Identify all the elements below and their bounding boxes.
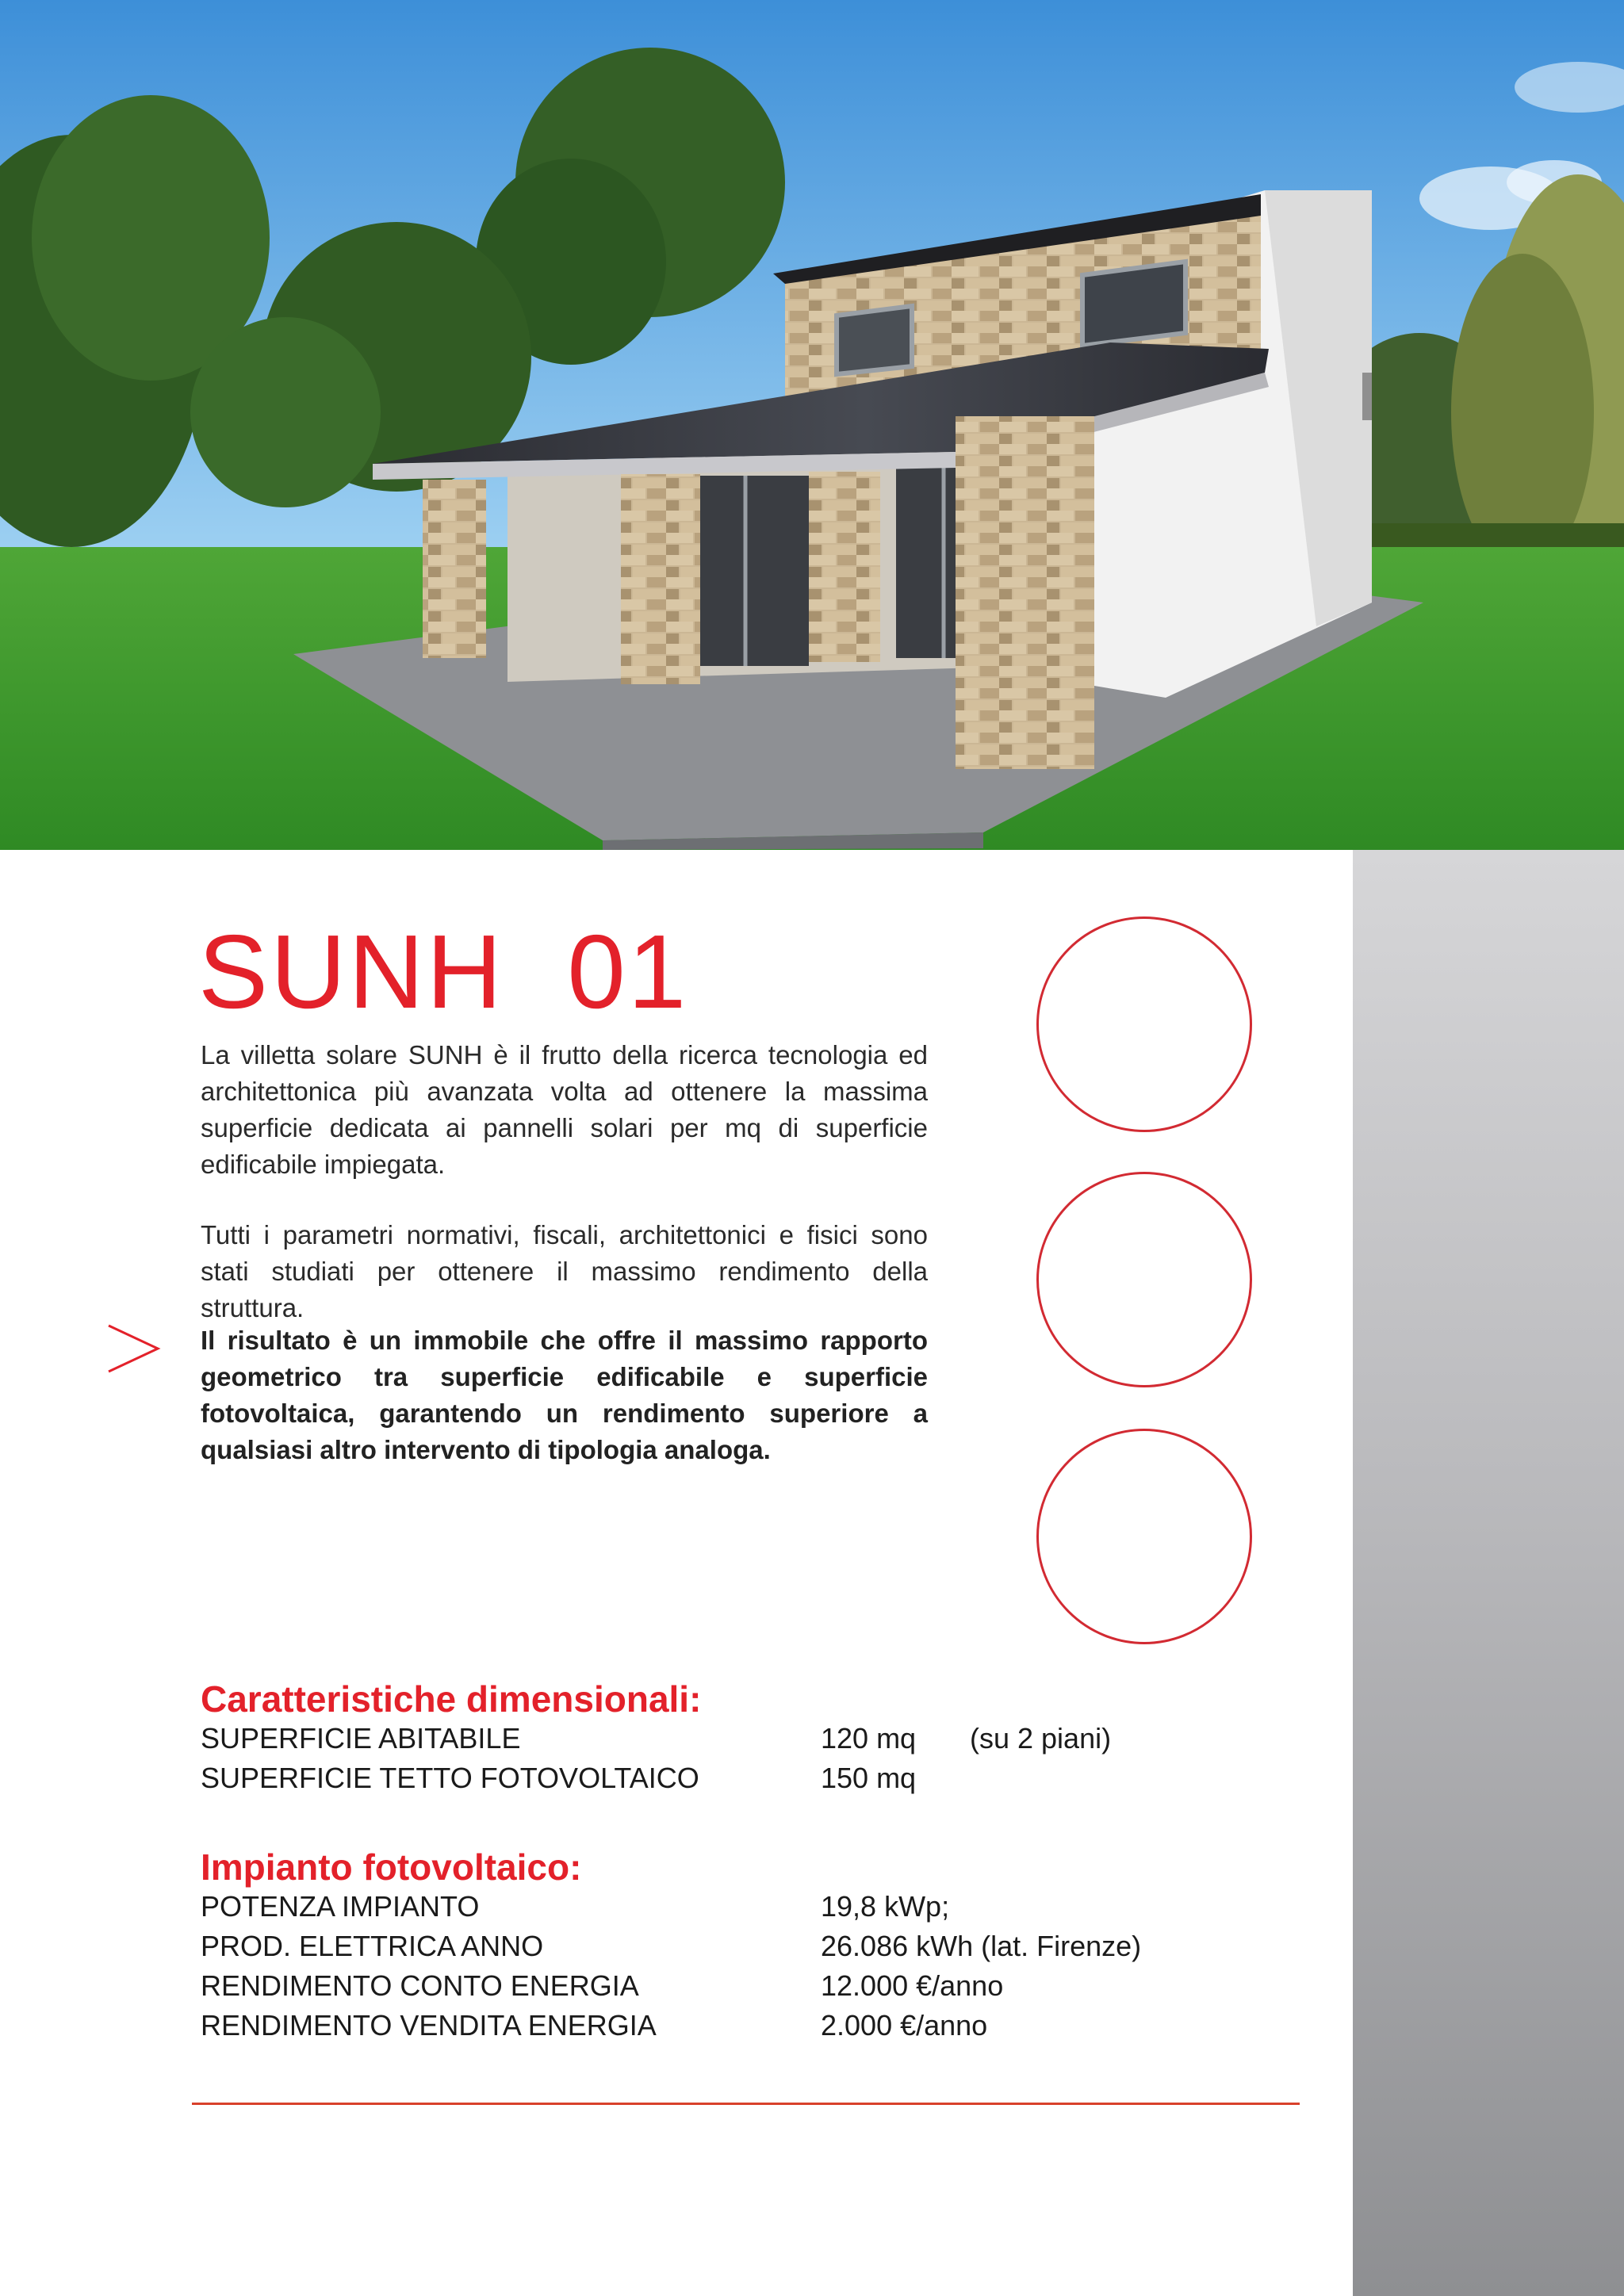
spec-label: SUPERFICIE ABITABILE: [201, 1722, 521, 1755]
circle-outline-icon: [1036, 1172, 1252, 1387]
section-heading-dimensions: Caratteristiche dimensionali:: [201, 1678, 702, 1720]
chevron-right-icon: [105, 1322, 163, 1375]
intro-paragraph-1: La villetta solare SUNH è il frutto della ricerca tecnologia ed architettonica più avanzata volta ad ottenere la massima superficie dedicata ai pannelli solari per mq di superficie edificabile impiegata.: [201, 1040, 928, 1179]
circle-outline-icon: [1036, 916, 1252, 1132]
spec-label: PROD. ELETTRICA ANNO: [201, 1930, 544, 1962]
spec-value: 120 mq: [821, 1722, 917, 1755]
page-title: SUNH 01: [198, 913, 689, 1030]
spec-value: 12.000 €/anno: [821, 1969, 1004, 2002]
spec-value: 19,8 kWp;: [821, 1890, 950, 1923]
intro-paragraph-highlight: Il risultato è un immobile che offre il massimo rapporto geometrico tra superficie edificabile e superficie fotovoltaica, garantendo un rendimento superiore a qualsiasi altro intervento di tipologia analoga.: [201, 1326, 928, 1464]
spec-label: RENDIMENTO VENDITA ENERGIA: [201, 2009, 657, 2042]
spec-label: POTENZA IMPIANTO: [201, 1890, 480, 1923]
spec-value: 2.000 €/anno: [821, 2009, 988, 2042]
intro-paragraph-2: Tutti i parametri normativi, fiscali, architettonici e fisici sono stati studiati per ottenere il massimo rendimento della struttura.: [201, 1220, 928, 1322]
spec-value: 150 mq: [821, 1762, 917, 1794]
spec-value: 26.086 kWh (lat. Firenze): [821, 1930, 1142, 1962]
side-decorative-band: [1353, 850, 1624, 2296]
spec-label: RENDIMENTO CONTO ENERGIA: [201, 1969, 639, 2002]
footer-divider: [192, 2103, 1300, 2105]
house-rendering-image: [0, 0, 1624, 850]
section-heading-photovoltaic: Impianto fotovoltaico:: [201, 1846, 582, 1888]
spec-note: (su 2 piani): [970, 1722, 1112, 1755]
spec-label: SUPERFICIE TETTO FOTOVOLTAICO: [201, 1762, 699, 1794]
circle-outline-icon: [1036, 1429, 1252, 1644]
